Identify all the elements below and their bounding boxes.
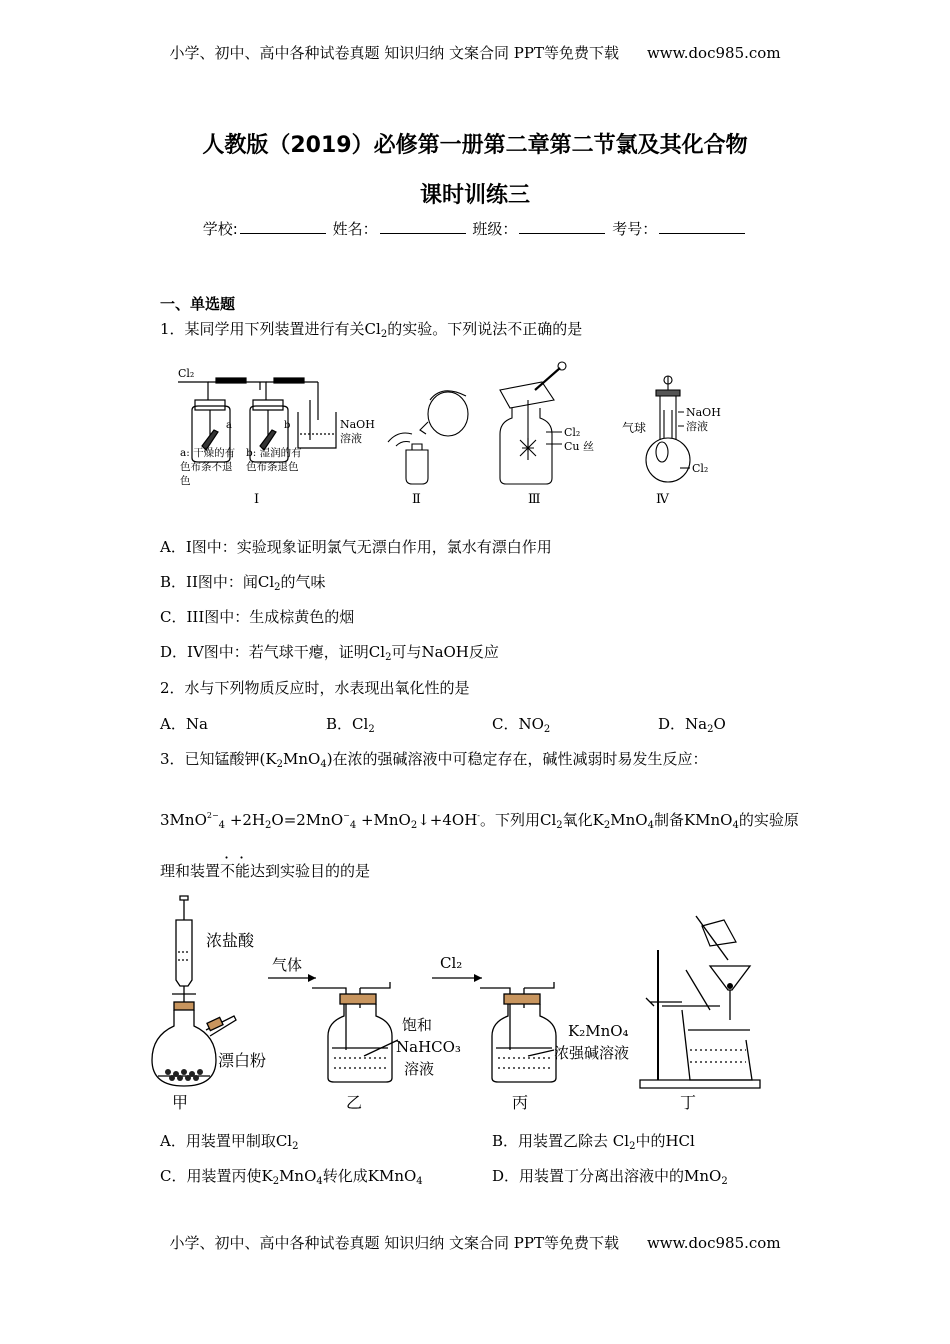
svg-text:K₂MnO₄: K₂MnO₄ bbox=[568, 1022, 629, 1040]
footer-site-link[interactable]: www.doc985.com bbox=[646, 1234, 781, 1252]
svg-text:NaOH: NaOH bbox=[340, 418, 375, 431]
q2-stem: 2．水与下列物质反应时，水表现出氧化性的是 bbox=[160, 679, 470, 697]
site-link[interactable]: www.doc985.com bbox=[646, 44, 781, 62]
q1-figure bbox=[150, 360, 770, 510]
svg-text:a: 干燥的有: a: 干燥的有 bbox=[180, 447, 236, 459]
svg-text:Ⅲ: Ⅲ bbox=[528, 492, 541, 507]
svg-text:溶液: 溶液 bbox=[686, 420, 708, 433]
q1-stem: 1．某同学用下列装置进行有关$Cl_2$的实验。下列说法不正确的是 bbox=[160, 320, 583, 340]
q3-option-a[interactable]: A．用装置甲制取$Cl_2$ bbox=[160, 1132, 299, 1152]
q3-stem: 3．已知锰酸钾$(K_2MnO_4)$在浓的强碱溶液中可稳定存在，碱性减弱时易发生反应： bbox=[160, 750, 708, 770]
svg-text:a: a bbox=[226, 420, 232, 431]
q3-stem-line3: 理和装置不能达到实验目的的是 bbox=[160, 862, 371, 880]
name-blank[interactable] bbox=[380, 219, 466, 234]
svg-text:Ⅳ: Ⅳ bbox=[656, 492, 669, 507]
school-blank[interactable] bbox=[240, 219, 326, 234]
svg-text:Cl₂: Cl₂ bbox=[178, 367, 195, 380]
q1-option-b[interactable]: B．II图中：闻$Cl_2$的气味 bbox=[160, 573, 326, 593]
svg-text:色: 色 bbox=[180, 475, 191, 487]
svg-text:色布条不退: 色布条不退 bbox=[180, 461, 233, 473]
svg-text:浓盐酸: 浓盐酸 bbox=[206, 931, 255, 950]
svg-text:NaHCO₃: NaHCO₃ bbox=[396, 1038, 461, 1056]
section-heading: 一、单选题 bbox=[160, 295, 236, 313]
svg-text:色布条退色: 色布条退色 bbox=[246, 461, 299, 473]
svg-text:气球: 气球 bbox=[622, 421, 647, 435]
header-banner: 小学、初中、高中各种试卷真题 知识归纳 文案合同 PPT等免费下载 www.doc985.com bbox=[169, 44, 781, 62]
svg-text:漂白粉: 漂白粉 bbox=[218, 1051, 267, 1070]
svg-text:气体: 气体 bbox=[272, 956, 303, 974]
svg-text:b: 湿润的有: b: 湿润的有 bbox=[246, 447, 302, 459]
q2-option-b[interactable]: B．$Cl_2$ bbox=[326, 715, 375, 735]
svg-text:b: b bbox=[284, 420, 291, 431]
q3-option-b[interactable]: B．用装置乙除去 $Cl_2$中的HCl bbox=[492, 1132, 695, 1152]
number-blank[interactable] bbox=[659, 219, 745, 234]
q3-option-c[interactable]: C．用装置丙使$K_2MnO_4$转化成KMnO$_4$ bbox=[160, 1167, 423, 1187]
svg-text:丙: 丙 bbox=[512, 1093, 529, 1112]
q1-option-c[interactable]: C．III图中：生成棕黄色的烟 bbox=[160, 608, 355, 626]
svg-text:溶液: 溶液 bbox=[340, 432, 362, 445]
svg-text:Ⅱ: Ⅱ bbox=[412, 492, 421, 507]
svg-text:乙: 乙 bbox=[346, 1093, 363, 1112]
q3-figure bbox=[150, 890, 780, 1115]
svg-text:NaOH: NaOH bbox=[686, 406, 721, 419]
q3-option-d[interactable]: D．用装置丁分离出溶液中的MnO$_2$ bbox=[492, 1167, 728, 1187]
class-blank[interactable] bbox=[519, 219, 605, 234]
page-subtitle: 课时训练三 bbox=[419, 183, 530, 208]
q2-option-d[interactable]: D．$Na_2O$ bbox=[658, 715, 726, 735]
svg-text:溶液: 溶液 bbox=[404, 1060, 435, 1078]
svg-text:Cl₂: Cl₂ bbox=[440, 954, 463, 972]
svg-text:Ⅰ: Ⅰ bbox=[254, 492, 260, 507]
student-info-line: 学校: 姓名： 班级： 考号： bbox=[0, 218, 950, 239]
q2-option-c[interactable]: C．$NO_2$ bbox=[492, 715, 551, 735]
q3-equation: $3MnO^{2-}_4 +2H_2O=2MnO^-_4$ +MnO$_2$↓+4OH-。下列用$Cl_2$氧化$K_2MnO_4$制备KMnO$_4$的实验原 bbox=[160, 811, 799, 831]
svg-text:甲: 甲 bbox=[172, 1093, 189, 1112]
svg-text:丁: 丁 bbox=[680, 1093, 697, 1112]
svg-text:Cu 丝: Cu 丝 bbox=[564, 440, 594, 453]
q1-option-a[interactable]: A．I图中：实验现象证明氯气无漂白作用，氯水有漂白作用 bbox=[160, 538, 552, 556]
footer-banner: 小学、初中、高中各种试卷真题 知识归纳 文案合同 PPT等免费下载 www.doc985.com bbox=[169, 1234, 781, 1252]
q1-option-d[interactable]: D．IV图中：若气球干瘪，证明$Cl_2$可与NaOH反应 bbox=[160, 643, 499, 663]
svg-text:浓强碱溶液: 浓强碱溶液 bbox=[554, 1044, 630, 1062]
q2-option-a[interactable]: A．Na bbox=[160, 715, 208, 733]
svg-text:Cl₂: Cl₂ bbox=[564, 426, 581, 439]
svg-text:Cl₂: Cl₂ bbox=[692, 462, 709, 475]
page-title: 人教版（2019）必修第一册第二章第二节氯及其化合物 bbox=[202, 133, 748, 158]
svg-text:饱和: 饱和 bbox=[402, 1016, 433, 1034]
